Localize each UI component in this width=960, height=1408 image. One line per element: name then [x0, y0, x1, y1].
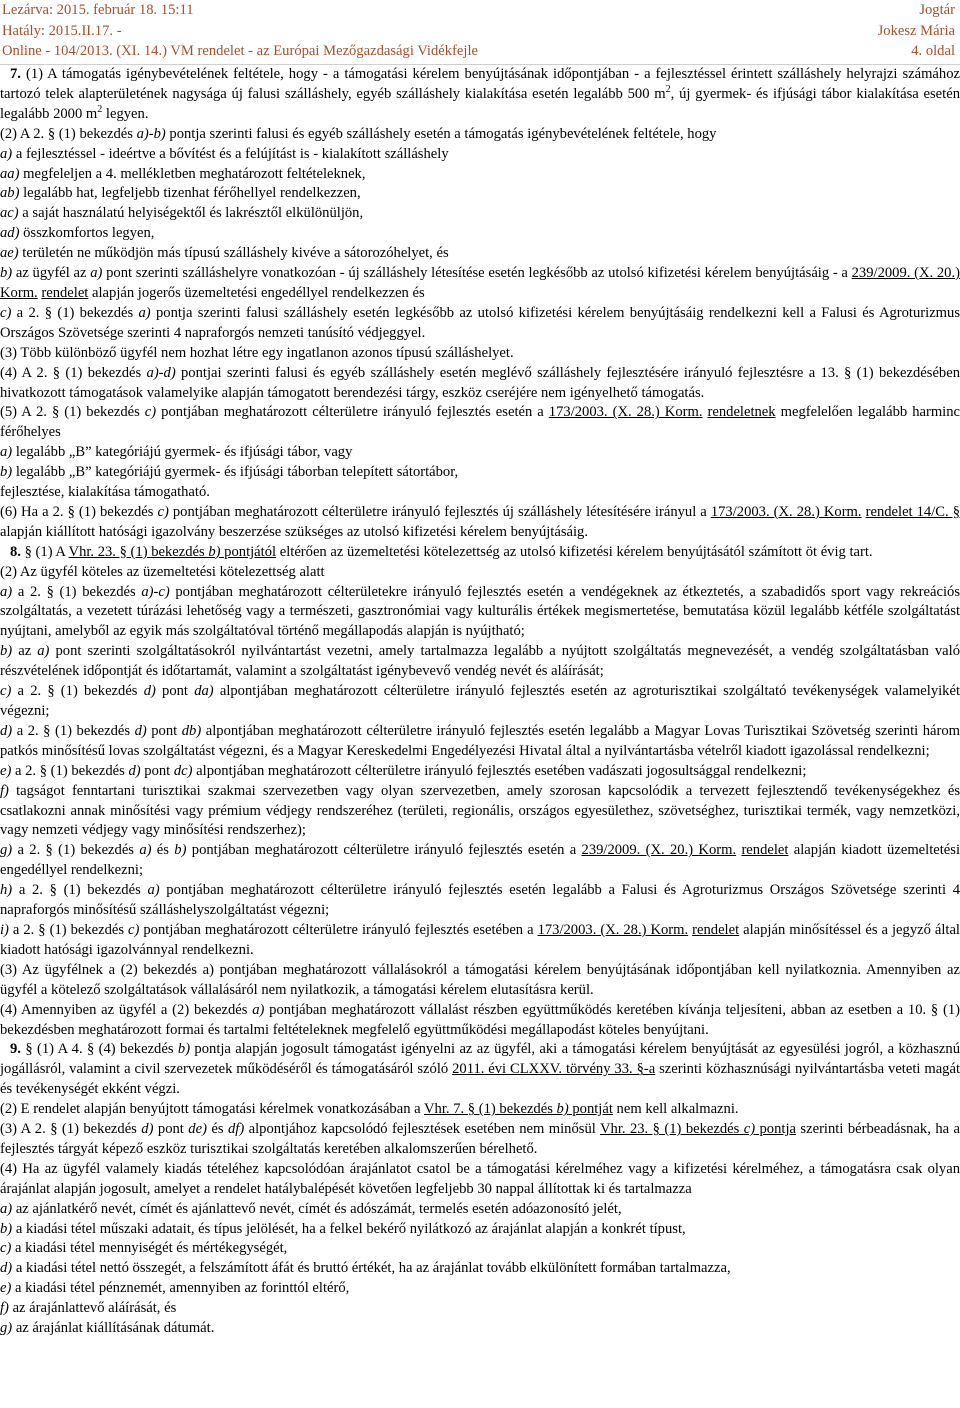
section-7-para-5: (5) A 2. § (1) bekezdés c) pontjában meghatározott célterületre irányuló fejlesztés esetén a 173/2003. (X. 28.) Korm. rendeletnek megfelelően legalább harminc férőhelyes [0, 404, 960, 441]
page-number: 4. oldal [911, 43, 955, 59]
app-name: Jogtár [919, 2, 955, 18]
section-8-para-2-point-h: h) a 2. § (1) bekezdés a) pontjában meghatározott célterületre irányuló fejlesztés esetén legalább a Falusi és Agroturizmus Országos Szövetsége szerinti 4 napraforgós minősítésű szálláshelyszolgáltatást végezni; [0, 882, 960, 919]
section-9-para-4-point-e: e) a kiadási tétel pénznemét, amennyiben az forinttól eltérő, [0, 1280, 350, 1297]
section-7-para-2-point-ad: ad) összkomfortos legyen, [0, 225, 155, 242]
link-vhr-23[interactable]: Vhr. 23. § (1) bekezdés b) pontjától [68, 543, 277, 560]
document-body [0, 65, 960, 1339]
section-9-para-4-point-c: c) a kiadási tétel mennyiségét és mértékegységét, [0, 1240, 288, 1257]
section-9-para-4-point-f: f) az árajánlattevő aláírását, és [0, 1300, 177, 1317]
section-9-para-4: (4) Ha az ügyfél valamely kiadás tételéhez kapcsolódóan árajánlatot csatol be a támogatási kérelméhez vagy a kifizetési kérelméhez, a támogatásra csak olyan árajánlat alapján jogosult, amelyet a rendelet hatálybalépését követően legfeljebb 30 nappal állítottak ki és tartalmazza [0, 1160, 960, 1197]
section-8-para-2: (2) Az ügyfél köteles az üzemeltetési kötelezettség alatt [0, 563, 325, 580]
link-239-2009[interactable]: 239/2009. (X. 20.) Korm. [0, 265, 960, 301]
section-9-para-3: (3) A 2. § (1) bekezdés d) pont de) és df) alpontjához kapcsolódó fejlesztések esetében nem minősül Vhr. 23. § (1) bekezdés c) pontja szerinti bérbeadásnak, ha a fejlesztés tárgyát képező eszköz turisztikai szolgáltatás keretében alkalomszerűen bérelhető. [0, 1121, 960, 1157]
header-left [2, 0, 478, 62]
lock-date: Lezárva: 2015. február 18. 15:11 [2, 2, 194, 18]
link-vhr-23[interactable]: Vhr. 23. § (1) bekezdés c) pontja [599, 1121, 796, 1138]
section-8-para-2-point-a: a) a 2. § (1) bekezdés a)-c) pontjában meghatározott célterületekre irányuló fejlesztés esetén a vendégeknek az étkeztetés, a szabadidős sport vagy rekreációs szolgáltatás, a vezetett túrázási lehetőség vagy a természeti, gasztronómiai vagy kulturális értékek megismertetése, bemutatása közül legalább kétféle szolgáltatást nyújtani, amelyből az egyik más szolgáltatóval történő megállapodás alapján is nyújtható; [0, 583, 960, 640]
section-8-para-2-point-d: d) a 2. § (1) bekezdés d) pont db) alpontjában meghatározott célterületre irányuló fejlesztés esetén legalább a Magyar Lovas Turisztikai Szövetség szerinti három patkós minősítésű lovas szolgáltatást végezni, és a Magyar Kereskedelmi Engedélyezési Hivatal által a nyilvántartásba vételről kiadott igazolással rendelkezni; [0, 722, 960, 759]
section-7-para-2-point-aa: aa) megfeleljen a 4. mellékletben meghatározott feltételeknek, [0, 165, 366, 182]
header-right [878, 0, 955, 62]
section-9-para-4-point-d: d) a kiadási tétel nettó összegét, a felszámított áfát és bruttó értékét, ha az árajánlat tovább elkülönített formában tartalmazza, [0, 1260, 731, 1277]
section-8-para-2-point-b: b) az a) pont szerinti szolgáltatásokról nyilvántartást vezetni, amely tartalmazza legalább a nyújtott szolgáltatás megnevezését, a vendég szolgáltatásban való részvételének időpontját és időtartamát, valamint a szolgáltatást igénybevevő vendég nevét és aláírását; [0, 643, 960, 680]
section-7-para-2-point-b: b) az ügyfél az a) pont szerinti szálláshelyre vonatkozóan - új szálláshely létesítése esetén legkésőbb az utolsó kifizetési kérelem benyújtásáig - a 239/2009. (X. 20.) Korm. rendelet alapján jogerős üzemeltetési engedéllyel rendelkezzen és [0, 265, 960, 301]
section-9-para-2: (2) E rendelet alapján benyújtott támogatási kérelmek vonatkozásában a Vhr. 7. § (1) bekezdés b) pontját nem kell alkalmazni. [0, 1101, 739, 1118]
section-9-number: 9. [10, 1041, 21, 1058]
section-9-para-1: 9. § (1) A 4. § (4) bekezdés b) pontja alapján jogosult támogatást igényelni az az ügyfél, aki a támogatási kérelem benyújtását az egyesülési jogról, a közhasznú jogállásról, valamint a civil szervezetek működéséről és támogatásáról szóló 2011. évi CLXXV. törvény 33. §-a szerinti közhasznúsági nyilvántartásba veteti magát és tevékenységét ekként végzi. [0, 1041, 960, 1098]
document-title: Online - 104/2013. (XI. 14.) VM rendelet - az Európai Mezőgazdasági Vidékfejle [2, 43, 478, 59]
link-239-2009[interactable]: 239/2009. (X. 20.) Korm. [581, 842, 737, 859]
section-9-para-4-point-g: g) az árajánlat kiállításának dátumát. [0, 1320, 215, 1337]
section-8-para-4: (4) Amennyiben az ügyfél a (2) bekezdés a) pontjában meghatározott vállalást részben együttműködés keretében kívánja teljesíteni, abban az esetben a 10. § (1) bekezdésben meghatározott formai és tartalmi feltételeknek megfelelő együttműködési megállapodást köteles benyújtani. [0, 1001, 960, 1038]
link-rendeletnek[interactable]: rendeletnek [707, 404, 776, 421]
link-173-2003[interactable]: 173/2003. (X. 28.) Korm. [537, 921, 689, 938]
user-name: Jokesz Mária [877, 22, 955, 39]
link-rendelet[interactable]: rendelet [41, 284, 89, 301]
effective-date: Hatály: 2015.II.17. - [2, 22, 122, 39]
section-7-para-2-point-ab: ab) legalább hat, legfeljebb tizenhat férőhellyel rendelkezzen, [0, 185, 361, 202]
section-7-para-6: (6) Ha a 2. § (1) bekezdés c) pontjában meghatározott célterületre irányuló fejlesztés új szálláshely létesítésére irányul a 173/2003. (X. 28.) Korm. rendelet 14/C. § alapján kiállított hatósági igazolvány beszerzése szükséges az utolsó kifizetési kérelem benyújtásáig. [0, 503, 960, 540]
section-8-para-2-point-f: f) tagságot fenntartani turisztikai szakmai szervezetben vagy olyan szervezetben, amely szorosan kapcsolódik a tervezett fejlesztendő tevékenységekhez és csatlakozni annak minősítési vagy prémium védjegy rendszeréhez (területi, regionális, országos egyesülethez, szövetséghez, turisztikai termék, vagy nemzetközi, vagy nemzeti védjegy vagy minősítési rendszerhez); [0, 782, 960, 839]
section-7-para-2-point-c: c) a 2. § (1) bekezdés a) pontja szerinti falusi szálláshely esetén legkésőbb az utolsó kifizetési kérelem benyújtásáig rendelkezni kell a Falusi és Agroturizmus Országos Szövetsége szerinti 4 napraforgós nemzeti tanúsító védjeggyel. [0, 304, 960, 341]
section-7-number: 7. [10, 66, 21, 82]
section-7-para-2-point-ac: ac) a saját használatú helyiségektől és lakrésztől elkülönüljön, [0, 205, 364, 222]
section-8-number: 8. [10, 543, 21, 560]
section-7-para-5-closing: fejlesztése, kialakítása támogatható. [0, 484, 210, 501]
section-8-para-2-point-i: i) a 2. § (1) bekezdés c) pontjában meghatározott célterületre irányuló fejlesztés esetében a 173/2003. (X. 28.) Korm. rendelet alapján minősítéssel és a jegyző által kiadott hatósági igazolvánnyal rendelkezni. [0, 921, 960, 958]
section-7-para-2: (2) A 2. § (1) bekezdés a)-b) pontja szerinti falusi és egyéb szálláshely esetén a támogatás igénybevételének feltétele, hogy [0, 125, 717, 142]
section-8-para-3: (3) Az ügyfélnek a (2) bekezdés a) pontjában meghatározott vállalásokról a támogatási kérelem benyújtásának időpontjában kell nyilatkoznia. Amennyiben az ügyfél a kötelező szolgáltatások vállalásáról nem nyilatkozik, a támogatási kérelem elutasításra kerül. [0, 961, 960, 998]
section-7-para-5-point-b: b) legalább „B” kategóriájú gyermek- és ifjúsági táborban telepített sátortábor, [0, 464, 459, 481]
link-vhr-7[interactable]: Vhr. 7. § (1) bekezdés b) pontját [424, 1101, 613, 1118]
section-9-para-4-point-a: a) az ajánlatkérő nevét, címét és ajánlattevő nevét, címét és adószámát, termelés esetén adóazonosító jelét, [0, 1200, 622, 1217]
section-7-para-2-point-ae: ae) területén ne működjön más típusú szálláshely kivéve a sátorozóhelyet, és [0, 245, 449, 262]
section-9-para-4-point-b: b) a kiadási tétel műszaki adatait, és típus jelölését, ha a felkel bekérő nyilátkozó az árajánlat alapján a konkrét típust, [0, 1220, 686, 1237]
link-rendelet[interactable]: rendelet [741, 842, 789, 859]
link-173-2003[interactable]: 173/2003. (X. 28.) Korm. [710, 503, 862, 520]
link-2011-clxxv[interactable]: 2011. évi CLXXV. törvény 33. §-a [452, 1061, 656, 1078]
section-7-para-5-point-a: a) legalább „B” kategóriájú gyermek- és ifjúsági tábor, vagy [0, 444, 353, 461]
page-header [0, 0, 960, 66]
section-7-para-2-point-a: a) a fejlesztéssel - ideértve a bővítést és a felújítást is - kialakított szálláshely [0, 145, 449, 162]
link-rendelet[interactable]: rendelet [692, 921, 740, 938]
link-rendelet-14c[interactable]: rendelet 14/C. § [865, 503, 960, 520]
section-8-para-1: 8. § (1) A Vhr. 23. § (1) bekezdés b) pontjától eltérően az üzemeltetési kötelezettség az utolsó kifizetési kérelem benyújtásától számított öt évig tart. [10, 543, 873, 560]
section-7-para-1: 7. (1) A támogatás igénybevételének feltétele, hogy - a támogatási kérelem benyújtásának időpontjában - a fejlesztéssel érintett szálláshely helyrajzi számához tartozó telek alapterületének nagysága új falusi szálláshely, egyéb szálláshely kialakítása esetén legalább 500 $m^2$, új gyermek- és ifjúsági tábor kialakítása esetén legalább 2000 $m^2$ legyen. [0, 66, 960, 122]
section-7-para-4: (4) A 2. § (1) bekezdés a)-d) pontjai szerinti falusi és egyéb szálláshely esetén meglévő szálláshely fejlesztésére irányuló fejlesztésre a 13. § (1) bekezdésében hivatkozott támogatások valamelyike alapján támogatott berendezési tárgy, eszköz cseréjére nem igényelhető támogatás. [0, 364, 960, 401]
link-173-2003[interactable]: 173/2003. (X. 28.) Korm. [548, 404, 703, 421]
section-8-para-2-point-g: g) a 2. § (1) bekezdés a) és b) pontjában meghatározott célterületre irányuló fejlesztés esetén a 239/2009. (X. 20.) Korm. rendelet alapján kiadott üzemeltetési engedéllyel rendelkezni; [0, 842, 960, 879]
section-8-para-2-point-c: c) a 2. § (1) bekezdés d) pont da) alpontjában meghatározott célterületre irányuló fejlesztés esetén az agroturisztikai szolgáltató tevékenységek valamelyikét végezni; [0, 683, 960, 719]
section-8-para-2-point-e: e) a 2. § (1) bekezdés d) pont dc) alpontjában meghatározott célterületre irányuló fejlesztés esetében vadászati jogosultsággal rendelkezni; [0, 762, 807, 779]
section-7-para-3: (3) Több különböző ügyfél nem hozhat létre egy ingatlanon azonos típusú szálláshelyet. [0, 344, 514, 361]
